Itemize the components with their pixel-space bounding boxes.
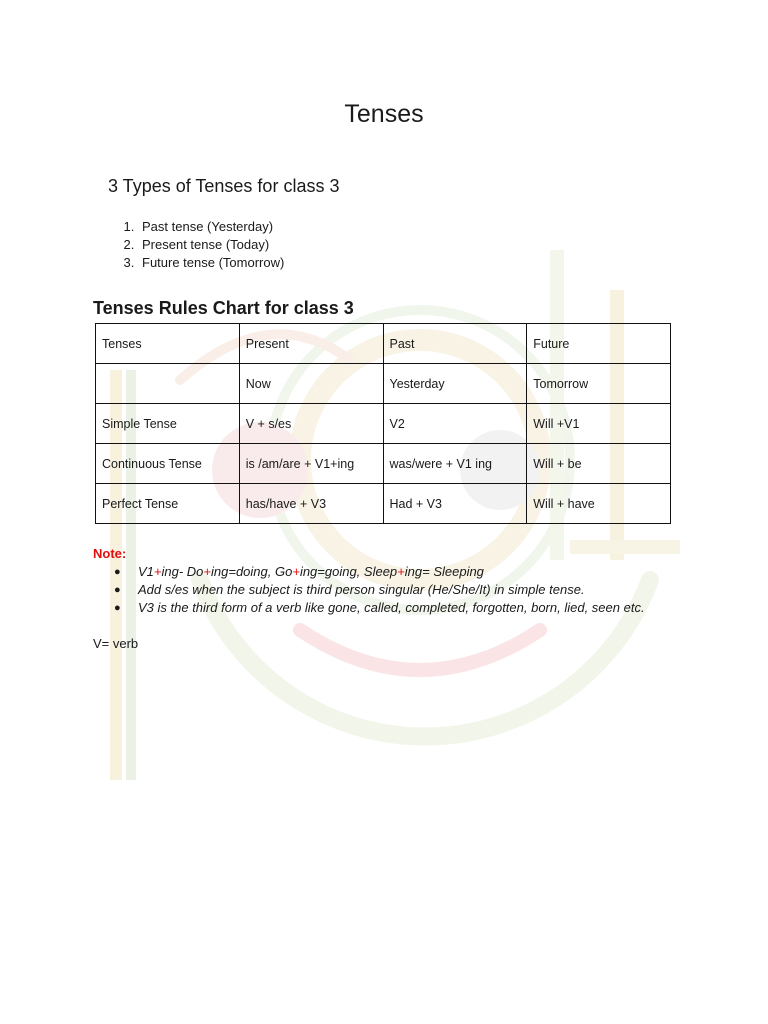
- note-text: ing=doing, Go: [211, 564, 293, 579]
- list-item: 1. Past tense (Yesterday): [138, 218, 284, 236]
- plus-sign: +: [203, 564, 212, 579]
- list-item: 2. Present tense (Today): [138, 236, 284, 254]
- page-title: Tenses: [344, 100, 424, 128]
- chart-title: Tenses Rules Chart for class 3: [93, 298, 354, 318]
- note-text: ing= Sleeping: [404, 564, 484, 579]
- table-row: [96, 444, 671, 484]
- plus-sign: +: [397, 564, 405, 579]
- section-subtitle: 3 Types of Tenses for class 3: [108, 176, 340, 196]
- note-text: V1: [138, 564, 154, 579]
- table-cell: Yesterday: [383, 364, 527, 404]
- table-row: [96, 364, 671, 404]
- table-cell: Tomorrow: [527, 364, 671, 404]
- table-cell: Will + be: [527, 444, 671, 484]
- table-cell: Will +V1: [527, 404, 671, 444]
- table-cell: Perfect Tense: [96, 484, 240, 524]
- table-cell: was/were + V1 ing: [383, 444, 527, 484]
- list-item: 3. Future tense (Tomorrow): [138, 254, 284, 272]
- note-text: ing- Do: [161, 564, 204, 579]
- plus-sign: +: [292, 564, 300, 579]
- table-cell: Past: [383, 324, 527, 364]
- table-cell: Will + have: [527, 484, 671, 524]
- note-item: [138, 563, 698, 581]
- table-cell: Simple Tense: [96, 404, 240, 444]
- tenses-rules-table: [95, 323, 671, 524]
- note-label: Note:: [93, 546, 127, 561]
- tense-types-list: [108, 218, 284, 272]
- table-cell: [96, 364, 240, 404]
- table-cell: Future: [527, 324, 671, 364]
- table-cell: has/have + V3: [239, 484, 383, 524]
- note-item: ● Add s/es when the subject is third person singular (He/She/It) in simple tense.: [138, 581, 698, 599]
- table-cell: Had + V3: [383, 484, 527, 524]
- table-cell: V2: [383, 404, 527, 444]
- note-item: ● V3 is the third form of a verb like gone, called, completed, forgotten, born, lied, seen etc.: [138, 599, 698, 617]
- table-cell: V + s/es: [239, 404, 383, 444]
- table-cell: Tenses: [96, 324, 240, 364]
- table-row: [96, 404, 671, 444]
- note-text: ing=going, Sleep: [299, 564, 398, 579]
- notes-list: [110, 563, 698, 617]
- plus-sign: +: [153, 564, 162, 579]
- table-cell: Now: [239, 364, 383, 404]
- table-row: [96, 324, 671, 364]
- table-cell: is /am/are + V1+ing: [239, 444, 383, 484]
- verb-definition: V= verb: [93, 636, 139, 651]
- table-cell: Present: [239, 324, 383, 364]
- table-row: [96, 484, 671, 524]
- table-cell: Continuous Tense: [96, 444, 240, 484]
